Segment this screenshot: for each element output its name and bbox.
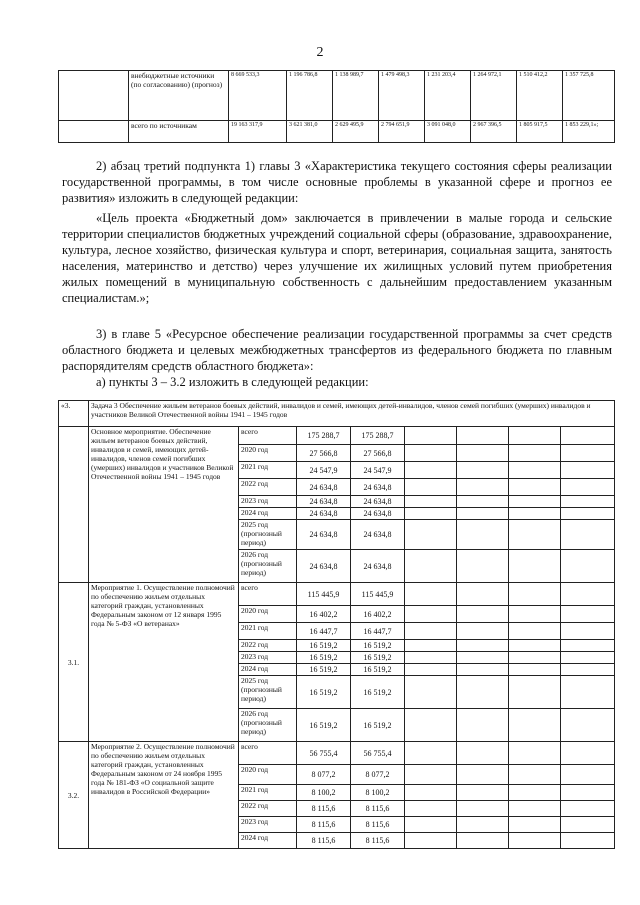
total-value: 8 115,6 (297, 833, 351, 849)
empty-cell (509, 520, 561, 550)
empty-cell (509, 550, 561, 583)
budget-value: 8 115,6 (351, 817, 405, 833)
year-cell: 2023 год (239, 496, 297, 508)
empty-cell (405, 742, 457, 765)
top-table-value: 1 231 203,4 (425, 71, 471, 121)
top-table-value: 1 357 725,8 (563, 71, 615, 121)
top-table-value: 1 138 989,7 (333, 71, 379, 121)
budget-value: 24 634,8 (351, 479, 405, 496)
budget-value: 16 519,2 (351, 640, 405, 652)
empty-cell (509, 640, 561, 652)
page-number: 2 (316, 45, 324, 60)
total-value: 8 077,2 (297, 765, 351, 785)
empty-cell (457, 462, 509, 479)
top-table-value: 1 805 917,5 (517, 121, 563, 143)
top-table-value: 1 510 412,2 (517, 71, 563, 121)
year-cell: 2021 год (239, 623, 297, 640)
year-cell: 2026 год (прогнозный период) (239, 709, 297, 742)
total-value: 24 634,8 (297, 508, 351, 520)
table-row (59, 583, 615, 606)
total-value: 27 566,8 (297, 445, 351, 462)
empty-cell (561, 709, 615, 742)
top-table-empty-cell (59, 71, 129, 121)
top-table-value: 2 629 495,9 (333, 121, 379, 143)
budget-value: 8 100,2 (351, 785, 405, 801)
year-cell: всего (239, 583, 297, 606)
empty-cell (561, 785, 615, 801)
budget-value: 115 445,9 (351, 583, 405, 606)
year-cell: 2022 год (239, 640, 297, 652)
empty-cell (561, 550, 615, 583)
budget-value: 24 634,8 (351, 550, 405, 583)
empty-cell (561, 583, 615, 606)
empty-cell (561, 640, 615, 652)
empty-cell (405, 496, 457, 508)
empty-cell (561, 765, 615, 785)
empty-cell (561, 742, 615, 765)
top-budget-table (58, 70, 615, 143)
budget-value: 24 547,9 (351, 462, 405, 479)
empty-cell (457, 479, 509, 496)
budget-value: 24 634,8 (351, 508, 405, 520)
empty-cell (457, 742, 509, 765)
year-cell: 2020 год (239, 606, 297, 623)
empty-cell (457, 520, 509, 550)
empty-cell (405, 508, 457, 520)
paragraph-a: а) пункты 3 – 3.2 изложить в следующей редакции: (96, 375, 369, 389)
empty-cell (405, 817, 457, 833)
empty-cell (509, 508, 561, 520)
year-cell: всего (239, 427, 297, 445)
paragraph-quote: «Цель проекта «Бюджетный дом» заключается в привлечении в малые города и сельские территории специалистов бюджетных учреждений социальной сферы (образование, здравоохранение, культура, лесное хозяйство, физическая культура и спорт, ветеринария, социальная защита, занятость населения, материнство и детство) через улучшение их жилищных условий путем приобретения жилых помещений в муниципальную собственность с дальнейшим предоставлением указанным специалистам.»; (62, 211, 612, 305)
empty-cell (509, 833, 561, 849)
budget-value: 24 634,8 (351, 520, 405, 550)
total-value: 16 519,2 (297, 640, 351, 652)
paragraph-3: 3) в главе 5 «Ресурсное обеспечение реализации государственной программы за счет средств областного бюджета и целевых межбюджетных трансфертов из федерального бюджета по главным распорядителям средств областного бюджета»: (62, 327, 612, 373)
empty-cell (561, 676, 615, 709)
empty-cell (561, 496, 615, 508)
task-header-row (59, 401, 615, 427)
item-number: 3.2. (59, 742, 89, 849)
empty-cell (405, 676, 457, 709)
empty-cell (457, 833, 509, 849)
year-cell: 2022 год (239, 479, 297, 496)
empty-cell (405, 640, 457, 652)
empty-cell (457, 817, 509, 833)
empty-cell (405, 801, 457, 817)
total-value: 16 519,2 (297, 709, 351, 742)
empty-cell (509, 742, 561, 765)
budget-value: 16 519,2 (351, 664, 405, 676)
budget-value: 27 566,8 (351, 445, 405, 462)
empty-cell (405, 652, 457, 664)
budget-value: 24 634,8 (351, 496, 405, 508)
resource-table-body (59, 401, 615, 849)
empty-cell (509, 479, 561, 496)
empty-cell (561, 817, 615, 833)
empty-cell (405, 623, 457, 640)
task-title: Задача 3 Обеспечение жильем ветеранов боевых действий, инвалидов и семей, имеющих детей-инвалидов, членов семей погибших (умерших) инвалидов и участников Великой Отечественной войны 1941 – 1945 годов (89, 401, 615, 427)
empty-cell (405, 550, 457, 583)
paragraph-2: 2) абзац третий подпункта 1) главы 3 «Характеристика текущего состояния сферы реализации государственной программы, в том числе основные проблемы в указанной сфере и прогноз ее развития» изложить в следующей редакции: (62, 159, 612, 205)
top-table-empty-cell (59, 121, 129, 143)
budget-value: 16 519,2 (351, 709, 405, 742)
empty-cell (561, 623, 615, 640)
empty-cell (509, 606, 561, 623)
empty-cell (405, 785, 457, 801)
empty-cell (561, 520, 615, 550)
empty-cell (561, 606, 615, 623)
budget-value: 16 519,2 (351, 676, 405, 709)
year-cell: 2020 год (239, 765, 297, 785)
empty-cell (405, 833, 457, 849)
empty-cell (405, 479, 457, 496)
empty-cell (405, 427, 457, 445)
total-value: 8 100,2 (297, 785, 351, 801)
total-value: 8 115,6 (297, 801, 351, 817)
empty-cell (509, 496, 561, 508)
empty-cell (457, 445, 509, 462)
empty-cell (457, 801, 509, 817)
empty-cell (509, 623, 561, 640)
empty-cell (509, 445, 561, 462)
total-value: 24 547,9 (297, 462, 351, 479)
budget-value: 175 288,7 (351, 427, 405, 445)
empty-cell (509, 583, 561, 606)
empty-cell (457, 606, 509, 623)
empty-cell (457, 676, 509, 709)
empty-cell (457, 785, 509, 801)
year-cell: 2026 год (прогнозный период) (239, 550, 297, 583)
empty-cell (405, 606, 457, 623)
year-cell: 2025 год (прогнозный период) (239, 520, 297, 550)
item-description: Мероприятие 1. Осуществление полномочий по обеспечению жильем отдельных категорий граждан, установленных Федеральным законом от 12 января 1995 года № 5-ФЗ «О ветеранах» (89, 583, 239, 742)
empty-cell (457, 652, 509, 664)
top-table-value: 1 196 786,8 (287, 71, 333, 121)
empty-cell (457, 765, 509, 785)
year-cell: 2024 год (239, 664, 297, 676)
empty-cell (509, 427, 561, 445)
item-description: Мероприятие 2. Осуществление полномочий по обеспечению жильем отдельных категорий граждан, установленных Федеральным законом от 24 ноября 1995 года № 181-ФЗ «О социальной защите инвалидов в Российской Федерации» (89, 742, 239, 849)
empty-cell (457, 583, 509, 606)
empty-cell (561, 445, 615, 462)
total-value: 16 447,7 (297, 623, 351, 640)
empty-cell (405, 520, 457, 550)
top-table-value: 1 264 972,1 (471, 71, 517, 121)
top-table-label: всего по источникам (129, 121, 229, 143)
resource-table (58, 400, 615, 849)
budget-value: 8 115,6 (351, 833, 405, 849)
empty-cell (561, 652, 615, 664)
top-table-value: 19 163 317,9 (229, 121, 287, 143)
empty-cell (457, 709, 509, 742)
empty-cell (457, 427, 509, 445)
empty-cell (457, 664, 509, 676)
empty-cell (561, 427, 615, 445)
empty-cell (509, 801, 561, 817)
total-value: 16 402,2 (297, 606, 351, 623)
table-row (59, 427, 615, 445)
year-cell: 2023 год (239, 652, 297, 664)
total-value: 24 634,8 (297, 520, 351, 550)
total-value: 175 288,7 (297, 427, 351, 445)
empty-cell (457, 623, 509, 640)
year-cell: 2025 год (прогнозный период) (239, 676, 297, 709)
empty-cell (405, 765, 457, 785)
top-table-value: 1 479 498,3 (379, 71, 425, 121)
budget-value: 56 755,4 (351, 742, 405, 765)
empty-cell (509, 664, 561, 676)
total-value: 8 115,6 (297, 817, 351, 833)
empty-cell (509, 817, 561, 833)
top-table-value: 3 091 048,0 (425, 121, 471, 143)
total-value: 24 634,8 (297, 550, 351, 583)
budget-value: 16 402,2 (351, 606, 405, 623)
empty-cell (405, 462, 457, 479)
total-value: 56 755,4 (297, 742, 351, 765)
empty-cell (509, 709, 561, 742)
empty-cell (561, 801, 615, 817)
empty-cell (457, 508, 509, 520)
empty-cell (405, 709, 457, 742)
budget-value: 8 077,2 (351, 765, 405, 785)
empty-cell (405, 664, 457, 676)
empty-cell (561, 508, 615, 520)
empty-cell (561, 479, 615, 496)
top-table-body (59, 71, 615, 143)
empty-cell (561, 833, 615, 849)
budget-value: 8 115,6 (351, 801, 405, 817)
empty-cell (509, 652, 561, 664)
empty-cell (405, 445, 457, 462)
item-description: Основное мероприятие. Обеспечение жильем ветеранов боевых действий, инвалидов и семей, имеющих детей-инвалидов, членов семей погибших (умерших) инвалидов и участников Великой Отечественной войны 1941 – 1945 годов (89, 427, 239, 583)
task-number: «3. (59, 401, 89, 427)
empty-cell (405, 583, 457, 606)
year-cell: 2024 год (239, 833, 297, 849)
table-row (59, 742, 615, 765)
top-table-value: 2 967 396,5 (471, 121, 517, 143)
top-table-value: 3 621 381,0 (287, 121, 333, 143)
empty-cell (509, 676, 561, 709)
empty-cell (509, 785, 561, 801)
item-number: 3.1. (59, 583, 89, 742)
total-value: 24 634,8 (297, 496, 351, 508)
top-table-row (59, 71, 615, 121)
year-cell: всего (239, 742, 297, 765)
top-table-value: 2 794 651,9 (379, 121, 425, 143)
top-table-value: 8 669 533,3 (229, 71, 287, 121)
empty-cell (561, 462, 615, 479)
top-table-value: 1 853 229,1»; (563, 121, 615, 143)
empty-cell (509, 462, 561, 479)
year-cell: 2021 год (239, 785, 297, 801)
year-cell: 2022 год (239, 801, 297, 817)
year-cell: 2023 год (239, 817, 297, 833)
empty-cell (457, 496, 509, 508)
budget-value: 16 447,7 (351, 623, 405, 640)
total-value: 115 445,9 (297, 583, 351, 606)
item-number (59, 427, 89, 583)
empty-cell (509, 765, 561, 785)
total-value: 16 519,2 (297, 652, 351, 664)
empty-cell (457, 640, 509, 652)
total-value: 16 519,2 (297, 676, 351, 709)
year-cell: 2021 год (239, 462, 297, 479)
year-cell: 2024 год (239, 508, 297, 520)
empty-cell (561, 664, 615, 676)
top-table-row (59, 121, 615, 143)
total-value: 16 519,2 (297, 664, 351, 676)
empty-cell (457, 550, 509, 583)
year-cell: 2020 год (239, 445, 297, 462)
top-table-label: внебюджетные источники (по согласованию) (прогноз) (129, 71, 229, 121)
budget-value: 16 519,2 (351, 652, 405, 664)
total-value: 24 634,8 (297, 479, 351, 496)
